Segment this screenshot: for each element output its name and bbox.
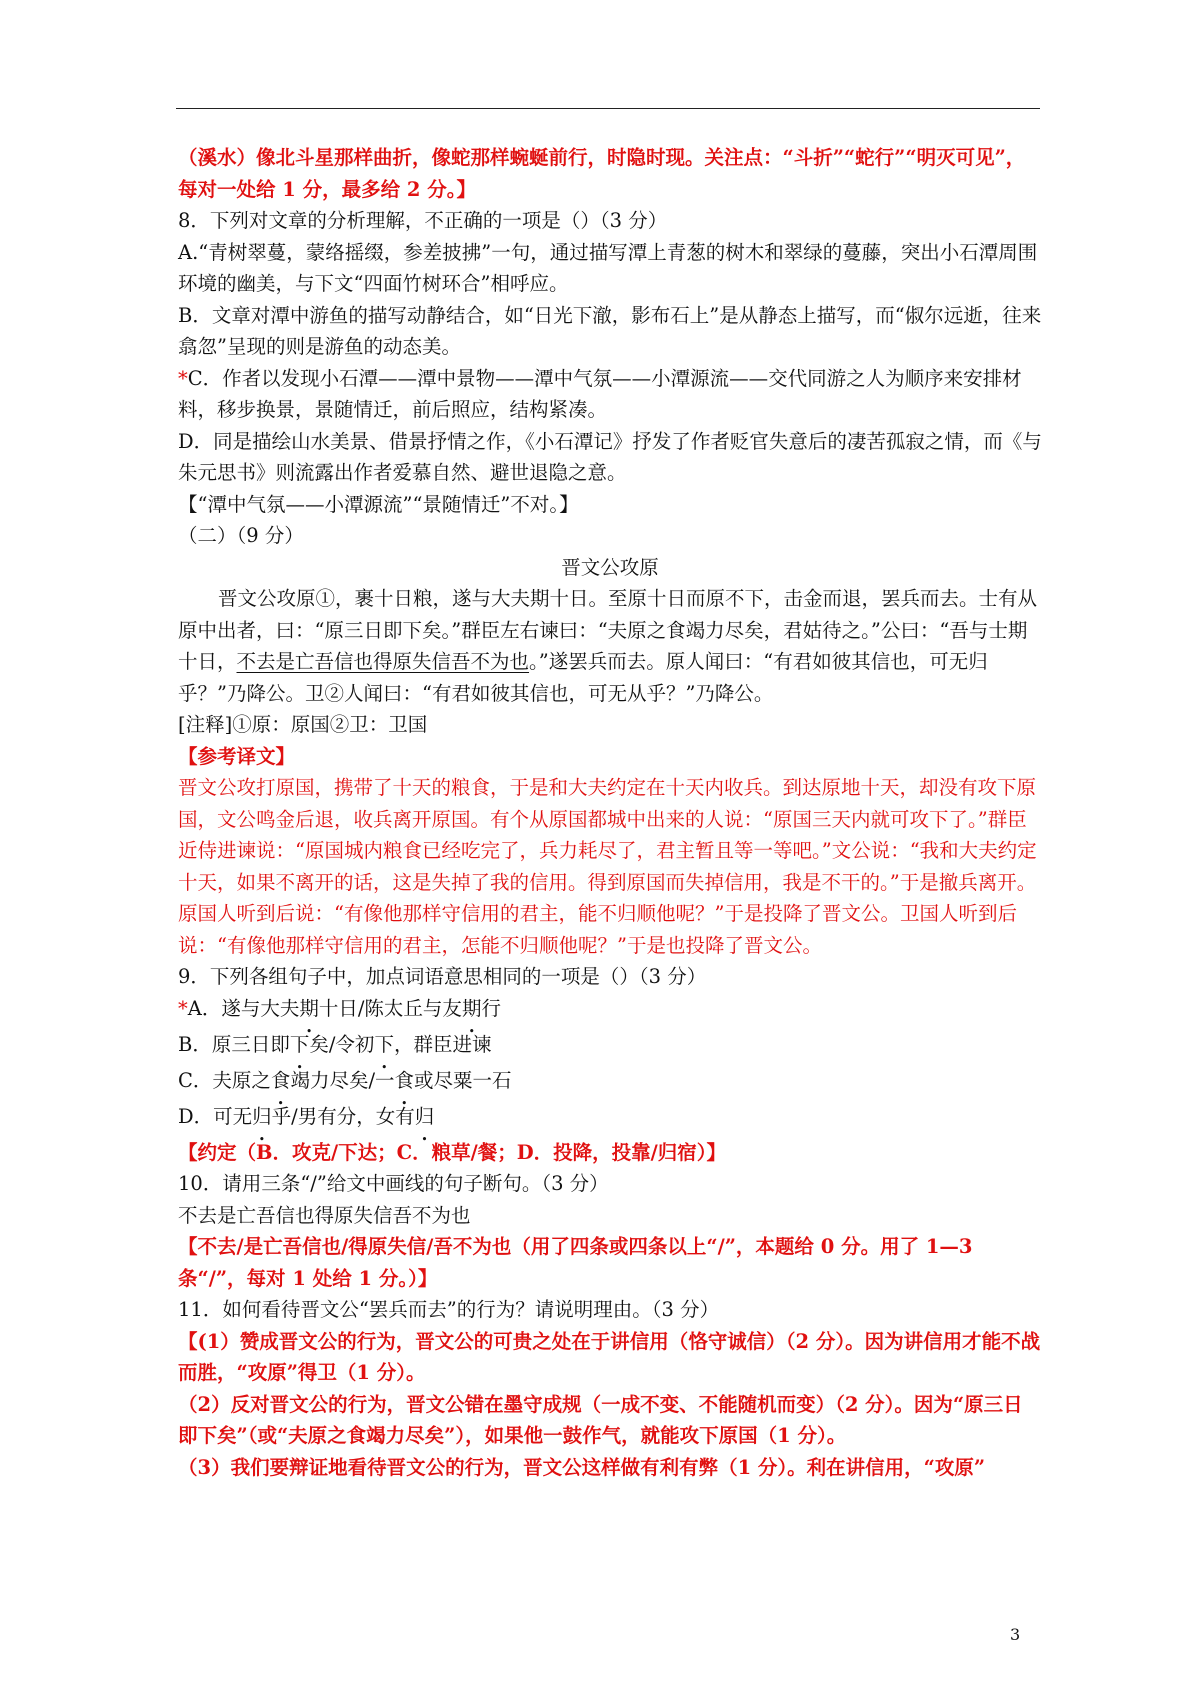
dotted-word: 归 (414, 1104, 435, 1128)
q9-d-text-1: D．可无 (178, 1104, 253, 1128)
dotted-word: 期 (461, 996, 482, 1020)
passage-text (178, 583, 1042, 709)
q9-d-text-2: 乎/男有分，女有 (271, 1104, 415, 1128)
dotted-word: 归 (252, 1104, 272, 1128)
correct-mark: * (178, 996, 188, 1020)
page-number: 3 (1010, 1625, 1021, 1644)
q10-answer: 【不去/是亡吾信也/得原失信/吾不为也（用了四条或四条以上“/”，本题给 0 分。用了 1—3 条“/”，每对 1 处给 1 分。）】 (178, 1235, 980, 1290)
q9-a-text-3: 行 (481, 996, 501, 1020)
q9-option-c (178, 1065, 1042, 1097)
dotted-word: 食 (270, 1068, 291, 1092)
q9-b-text-3: ，群臣进谏 (393, 1032, 492, 1056)
q9-b-text-2: 矣/令初 (309, 1032, 375, 1056)
q7-answer-continued: （溪水）像北斗星那样曲折，像蛇那样蜿蜒前行，时隐时现。关注点：“斗折”“蛇行”“明灭可见”，每对一处给 1 分，最多给 2 分。】 (178, 146, 1026, 201)
reference-translation-title: 【参考译文】 (178, 744, 296, 768)
reference-translation: 晋文公攻打原国，携带了十天的粮食，于是和大夫约定在十天内收兵。到达原地十天，却没有攻下原国，文公鸣金后退，收兵离开原国。有个从原国都城中出来的人说：“原国三天内就可攻下了。”群臣近侍进谏说：“原国城内粮食已经吃完了，兵力耗尽了，君主暂且等一等吧。”文公说：“我和大夫约定十天，如果不离开的话，这是失掉了我的信用。得到原国而失掉信用，我是不干的。”于是撤兵离开。原国人听到后说：“有像他那样守信用的君主，能不归顺他呢？”于是投降了晋文公。卫国人听到后说：“有像他那样守信用的君主，怎能不归顺他呢？”于是也投降了晋文公。 (178, 776, 1037, 957)
underlined-sentence: 不去是亡吾信也得原失信吾不为也 (236, 650, 530, 673)
section-label: （二）（9 分） (178, 524, 304, 547)
q9-option-a (178, 993, 1042, 1025)
q11-answer-3: （3）我们要辩证地看待晋文公的行为，晋文公这样做有利有弊（1 分）。利在讲信用，“攻原” (178, 1455, 986, 1479)
q8-stem: 8．下列对文章的分析理解，不正确的一项是（）（3 分） (178, 209, 668, 232)
q11-answer-2: （2）反对晋文公的行为，晋文公错在墨守成规（一成不变、不能随机而变）（2 分）。因为“原三日即下矣”（或“夫原之食竭力尽矣”），如果他一鼓作气，就能攻下原国（1 分）。 (178, 1392, 1023, 1447)
q8-option-c (178, 363, 1042, 426)
q9-b-text-1: B．原三日即 (178, 1032, 290, 1056)
q8-answer: 【“潭中气氛——小潭源流”“景随情迁”不对。】 (178, 492, 579, 516)
q9-c-text-2: 竭力尽矣/一 (290, 1068, 395, 1092)
dotted-word: 食 (394, 1068, 415, 1092)
q9-stem: 9．下列各组句子中，加点词语意思相同的一项是（）（3 分） (178, 965, 707, 988)
q9-c-text-1: C．夫原之 (178, 1068, 271, 1092)
q11-answer-1: 【(1）赞成晋文公的行为，晋文公的可贵之处在于讲信用（恪守诚信）（2 分）。因为讲信用才能不战而胜，“攻原”得卫（1 分）。 (178, 1329, 1041, 1384)
q10-stem: 10．请用三条“/”给文中画线的句子断句。（3 分） (178, 1172, 609, 1195)
passage-part-1: 晋文公攻原①，裹十日粮，遂与大夫期十日。至原十日而原不下，击金而退，罢兵而去。士有从原中出者，曰：“原三日即下矣。”群臣左右谏曰：“夫原之食竭力尽矣，君姑待之。”公曰：“吾与士期十日， (178, 587, 1038, 673)
q8-option-c-text: C．作者以发现小石潭——潭中景物——潭中气氛——小潭源流——交代同游之人为顺序来安排材料，移步换景，景随情迁，前后照应，结构紧凑。 (178, 366, 1022, 421)
dotted-word: 下 (374, 1032, 394, 1056)
q9-a-text-1: A．遂与大夫 (187, 996, 300, 1020)
q10-sentence: 不去是亡吾信也得原失信吾不为也 (178, 1203, 471, 1227)
dotted-word: 期 (299, 996, 319, 1020)
q9-c-text-3: 或尽粟一石 (414, 1068, 512, 1092)
correct-mark: * (178, 366, 188, 390)
q8-option-a: A.“青树翠蔓，蒙络摇缀，参差披拂”一句，通过描写潭上青葱的树木和翠绿的蔓藤，突出小石潭周围环境的幽美，与下文“四面竹树环合”相呼应。 (178, 240, 1038, 295)
passage-part-2: 。”遂罢兵而去。原人闻曰：“有君如彼其信也，可无归乎？”乃降公。卫②人闻曰：“有君如彼其信也，可无从乎？”乃降公。 (178, 650, 988, 705)
q9-a-text-2: 十日/陈太丘与友 (318, 996, 462, 1020)
q11-stem: 11．如何看待晋文公“罢兵而去”的行为？请说明理由。（3 分） (178, 1298, 720, 1321)
q9-option-d (178, 1101, 1042, 1133)
q8-option-d: D．同是描绘山水美景、借景抒情之作，《小石潭记》抒发了作者贬官失意后的凄苦孤寂之情，而《与朱元思书》则流露出作者爱慕自然、避世退隐之意。 (178, 429, 1042, 484)
header-rule (176, 108, 1040, 109)
dotted-word: 下 (289, 1032, 310, 1056)
passage-title: 晋文公攻原 (561, 555, 659, 579)
passage-note: [注释]①原：原国②卫：卫国 (178, 713, 428, 736)
page-body (178, 142, 1042, 1483)
q9-answer: 【约定（B．攻克/下达；C．粮草/餐；D．投降，投靠/归宿）】 (178, 1140, 727, 1164)
q8-option-b: B．文章对潭中游鱼的描写动静结合，如“日光下澈，影布石上”是从静态上描写，而“俶尔远逝，往来翕忽”呈现的则是游鱼的动态美。 (178, 303, 1042, 358)
q9-option-b (178, 1029, 1042, 1061)
